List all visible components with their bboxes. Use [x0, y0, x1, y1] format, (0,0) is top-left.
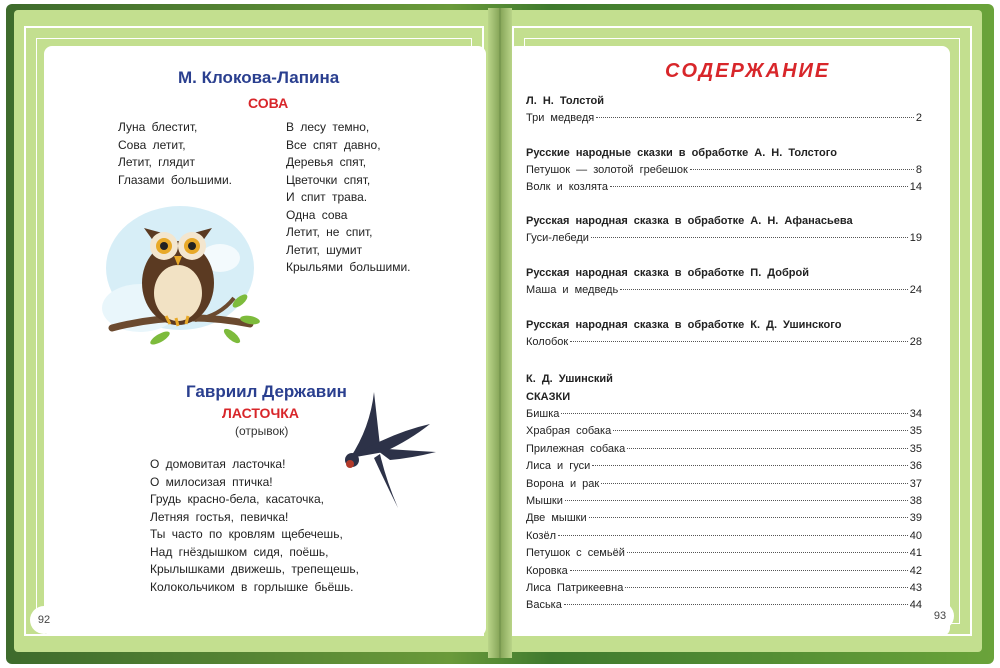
toc-entry[interactable] [526, 493, 922, 510]
toc-dot-leader [627, 448, 908, 449]
toc-entry-page: 36 [909, 460, 922, 473]
verse-line: Грудь красно-бела, касаточка, [150, 492, 324, 506]
toc-dot-leader [564, 604, 908, 605]
toc-section [526, 264, 922, 299]
toc-entry[interactable] [526, 282, 922, 299]
toc-dot-leader [627, 552, 908, 553]
verse-line: Все спят давно, [286, 137, 381, 152]
toc-entry-title: Петушок с семьёй [526, 547, 625, 560]
toc-entry[interactable] [526, 528, 922, 545]
toc-entry-title: Мышки [526, 494, 563, 507]
verse-line: Глазами большими. [118, 172, 232, 187]
toc-entry-page: 2 [915, 112, 922, 124]
toc-entry[interactable] [526, 423, 922, 440]
toc-title: СОДЕРЖАНИЕ [665, 60, 831, 82]
toc-entry-title: Лиса и гуси [526, 460, 591, 473]
toc-entry[interactable] [526, 597, 922, 614]
toc-section [526, 212, 922, 247]
toc-section [526, 370, 922, 615]
toc-dot-leader [565, 500, 908, 501]
toc-section-heading: СКАЗКИ [526, 391, 571, 403]
toc-entry-page: 28 [909, 336, 922, 348]
verse-line: О милосизая птичка! [150, 474, 273, 489]
toc-entry-title: Колобок [526, 336, 569, 348]
toc-entry[interactable] [526, 179, 922, 196]
verse-line: Цветочки спят, [286, 172, 371, 187]
verse-line: В лесу темно, [286, 120, 370, 134]
verse-line: Крыльями большими. [286, 260, 411, 274]
toc-dot-leader [570, 570, 908, 571]
poem-author: Гавриил Державин [186, 382, 347, 401]
verse-line: Летняя гостья, певичка! [150, 509, 289, 524]
toc-entry[interactable] [526, 563, 922, 580]
toc-entry-page: 24 [909, 284, 922, 296]
toc-section-heading: Русская народная сказка в обработке П. Доброй [526, 267, 809, 279]
poem-subtitle: (отрывок) [235, 424, 289, 438]
toc-entry-title: Прилежная собака [526, 442, 626, 455]
toc-dot-leader [570, 341, 908, 342]
poem-author: М. Клокова-Лапина [178, 68, 340, 87]
toc-entry[interactable] [526, 334, 922, 351]
toc-entry[interactable] [526, 406, 922, 423]
toc-entry-title: Лиса Патрикеевна [526, 581, 624, 594]
poem-column-right [286, 119, 410, 277]
poem-lines [150, 456, 359, 596]
verse-line: Колокольчиком в горлышке бьёшь. [150, 579, 354, 594]
toc-entry-title: Гуси-лебеди [526, 232, 589, 244]
toc-entry-page: 43 [909, 581, 922, 594]
toc-dot-leader [601, 483, 908, 484]
poem-title: СОВА [248, 95, 289, 111]
toc-entry-page: 14 [909, 181, 922, 194]
toc-entry-page: 35 [909, 425, 922, 438]
poem-column-left [118, 119, 232, 189]
toc-entry-title: Маша и медведь [526, 284, 619, 296]
toc-entry-page: 39 [909, 512, 922, 525]
toc-dot-leader [589, 517, 908, 518]
toc-entry[interactable] [526, 441, 922, 458]
toc-dot-leader [592, 465, 907, 466]
toc-entry[interactable] [526, 162, 922, 179]
toc-entry[interactable] [526, 230, 922, 247]
toc-entry-title: Храбрая собака [526, 425, 612, 438]
toc-section-heading: Русские народные сказки в обработке А. Н. Толстого [526, 147, 837, 159]
toc-entry-title: Васька [526, 599, 562, 612]
toc-section-heading: К. Д. Ушинский [526, 373, 613, 385]
toc-entry-page: 37 [909, 477, 922, 490]
owl-illustration [100, 198, 280, 363]
toc-entry-page: 38 [909, 494, 922, 507]
page-number: 93 [926, 602, 954, 630]
verse-line: О домовитая ласточка! [150, 457, 286, 471]
toc-entry-title: Козёл [526, 529, 556, 542]
toc-entry[interactable] [526, 580, 922, 597]
toc-entry-page: 35 [909, 442, 922, 455]
toc-entry[interactable] [526, 458, 922, 475]
toc-entry-title: Коровка [526, 564, 568, 577]
toc-entry-page: 19 [909, 232, 922, 244]
verse-line: Деревья спят, [286, 155, 367, 169]
verse-line: Одна сова [286, 207, 348, 222]
toc-dot-leader [625, 587, 907, 588]
toc-entry-title: Три медведя [526, 112, 595, 124]
verse-line: И спит трава. [286, 190, 368, 204]
toc-entry-page: 42 [909, 564, 922, 577]
verse-line: Луна блестит, [118, 120, 198, 134]
toc-entry-title: Волк и козлята [526, 181, 608, 194]
verse-line: Летит, шумит [286, 242, 363, 257]
toc-dot-leader [610, 186, 908, 187]
toc-entry-title: Ворона и рак [526, 477, 600, 490]
verse-line: Над гнёздышком сидя, поёшь, [150, 544, 329, 559]
toc-section-heading: Л. Н. Толстой [526, 95, 605, 107]
toc-section [526, 316, 922, 351]
toc-entry-page: 34 [909, 408, 922, 420]
toc-entry[interactable] [526, 110, 922, 127]
toc-section-heading: Русская народная сказка в обработке К. Д. Ушинского [526, 319, 842, 331]
verse-line: Ты часто по кровлям щебечешь, [150, 527, 343, 541]
page-number: 92 [30, 606, 58, 634]
toc-entry[interactable] [526, 510, 922, 527]
toc-entry-page: 8 [915, 164, 922, 176]
toc-dot-leader [690, 169, 914, 170]
verse-line: Летит, глядит [118, 155, 195, 169]
toc-section [526, 144, 922, 197]
verse-line: Летит, не спит, [286, 225, 373, 239]
toc-section [526, 92, 922, 127]
toc-dot-leader [596, 117, 914, 118]
toc-dot-leader [591, 237, 908, 238]
toc-entry[interactable] [526, 545, 922, 562]
toc-dot-leader [558, 535, 908, 536]
toc-section-heading: Русская народная сказка в обработке А. Н. Афанасьева [526, 215, 853, 227]
poem-title: ЛАСТОЧКА [222, 405, 299, 421]
toc-entry-page: 44 [909, 599, 922, 612]
verse-line: Сова летит, [118, 137, 186, 152]
toc-dot-leader [620, 289, 908, 290]
toc-entry-title: Две мышки [526, 512, 587, 525]
toc-entry-page: 41 [909, 547, 922, 560]
toc-dot-leader [561, 413, 907, 414]
toc-entry-page: 40 [909, 529, 922, 542]
book-gutter [488, 8, 512, 658]
toc-dot-leader [613, 430, 908, 431]
toc-entry-title: Бишка [526, 408, 560, 420]
toc-entry-title: Петушок — золотой гребешок [526, 164, 688, 176]
toc-entry[interactable] [526, 476, 922, 493]
verse-line: Крылышками движешь, трепещешь, [150, 562, 359, 576]
